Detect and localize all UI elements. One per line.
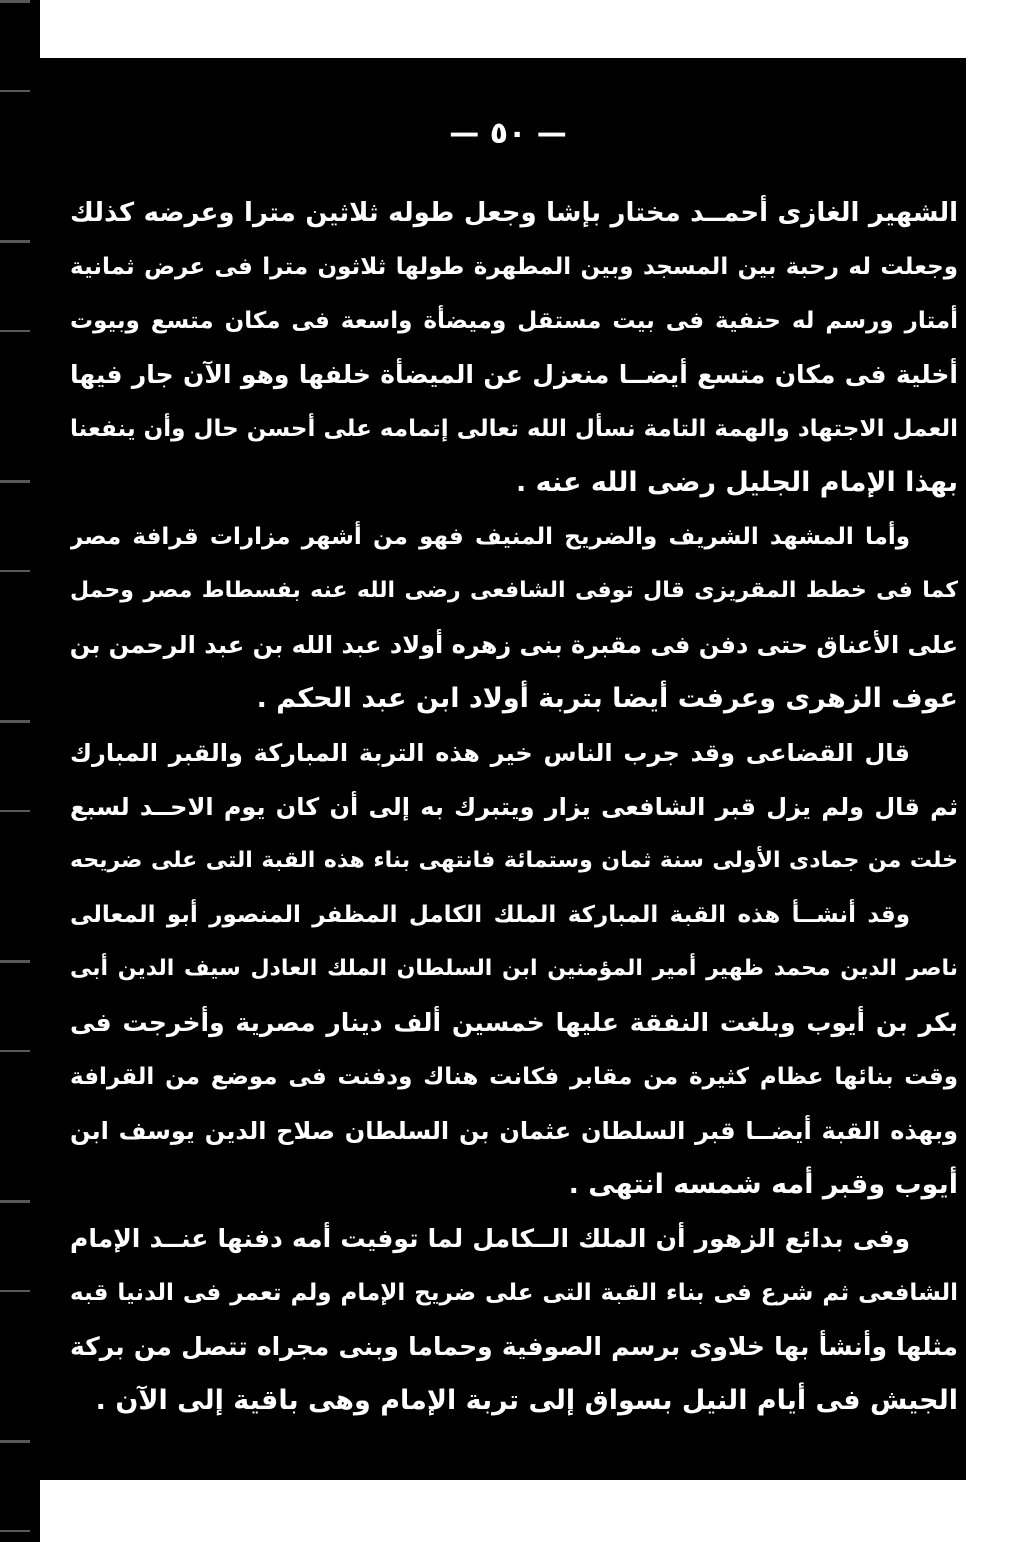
text-line: ثم قال ولم يزل قبر الشافعى يزار ويتبرك به إلى أن كان يوم الاحــد لسبع [70,793,958,821]
text-line: قال القضاعى وقد جرب الناس خير هذه التربة المباركة والقبر المبارك [70,739,910,767]
scan-frame-right [966,0,1024,1542]
text-line: وجعلت له رحبة بين المسجد وبين المطهرة طولها ثلاثون مترا فى عرض ثمانية [70,254,958,280]
text-line: عوف الزهرى وعرفت أيضا بتربة أولاد ابن عبد الحكم . [256,683,958,714]
text-line: أيوب وقبر أمه شمسه انتهى . [568,1169,958,1200]
text-line: العمل الاجتهاد والهمة التامة نسأل الله تعالى إتمامه على أحسن حال وأن ينفعنا [70,416,958,442]
text-line: بهذا الإمام الجليل رضى الله عنه . [515,467,958,498]
text-line: وبهذه القبة أيضــا قبر السلطان عثمان بن السلطان صلاح الدين يوسف ابن [70,1117,958,1145]
text-line: وفى بدائع الزهور أن الملك الــكامل لما توفيت أمه دفنها عنــد الإمام [70,1224,910,1253]
text-line: وقت بنائها عظام كثيرة من مقابر فكانت هناك ودفنت فى موضع من القرافة [70,1064,958,1090]
scan-left-edge-noise [0,0,30,1542]
text-line: الجيش فى أيام النيل بسواق إلى تربة الإمام وهى باقية إلى الآن . [95,1385,958,1416]
scan-frame-bottom [40,1480,1024,1542]
text-line: أمتار ورسم له حنفية فى بيت مستقل وميضأة واسعة فى مكان متسع وبيوت [70,308,958,334]
text-line: وقد أنشــأ هذه القبة المباركة الملك الكامل المظفر المنصور أبو المعالى [70,902,910,928]
text-line: مثلها وأنشأ بها خلاوى برسم الصوفية وحماما وبنى مجراه تتصل من بركة [70,1332,958,1361]
text-line: الشهير الغازى أحمــد مختار بإشا وجعل طوله ثلاثين مترا وعرضه كذلك [70,198,958,228]
text-line: ناصر الدين محمد ظهير أمير المؤمنين ابن السلطان الملك العادل سيف الدين أبى [70,956,958,981]
text-line: كما فى خطط المقريزى قال توفى الشافعى رضى الله عنه بفسطاط مصر وحمل [70,578,958,603]
text-line: على الأعناق حتى دفن فى مقبرة بنى زهره أولاد عبد الله بن عبد الرحمن بن [70,631,958,659]
text-line: خلت من جمادى الأولى سنة ثمان وستمائة فانتهى بناء هذه القبة التى على ضريحه [70,848,958,873]
text-line: أخلية فى مكان متسع أيضــا منعزل عن الميضأة خلفها وهو الآن جار فيها [70,360,958,389]
body-text [70,186,958,1428]
text-line: وأما المشهد الشريف والضريح المنيف فهو من أشهر مزارات قرافة مصر [70,524,910,550]
page-number: — ٥٠ — [449,116,567,151]
text-line: بكر بن أيوب وبلغت النفقة عليها خمسين ألف دينار مصرية وأخرجت فى [70,1008,958,1037]
scan-frame-top [40,0,1024,58]
document-page [52,58,964,1480]
text-line: الشافعى ثم شرع فى بناء القبة التى على ضريح الإمام ولم تعمر فى الدنيا قبه [70,1280,958,1306]
